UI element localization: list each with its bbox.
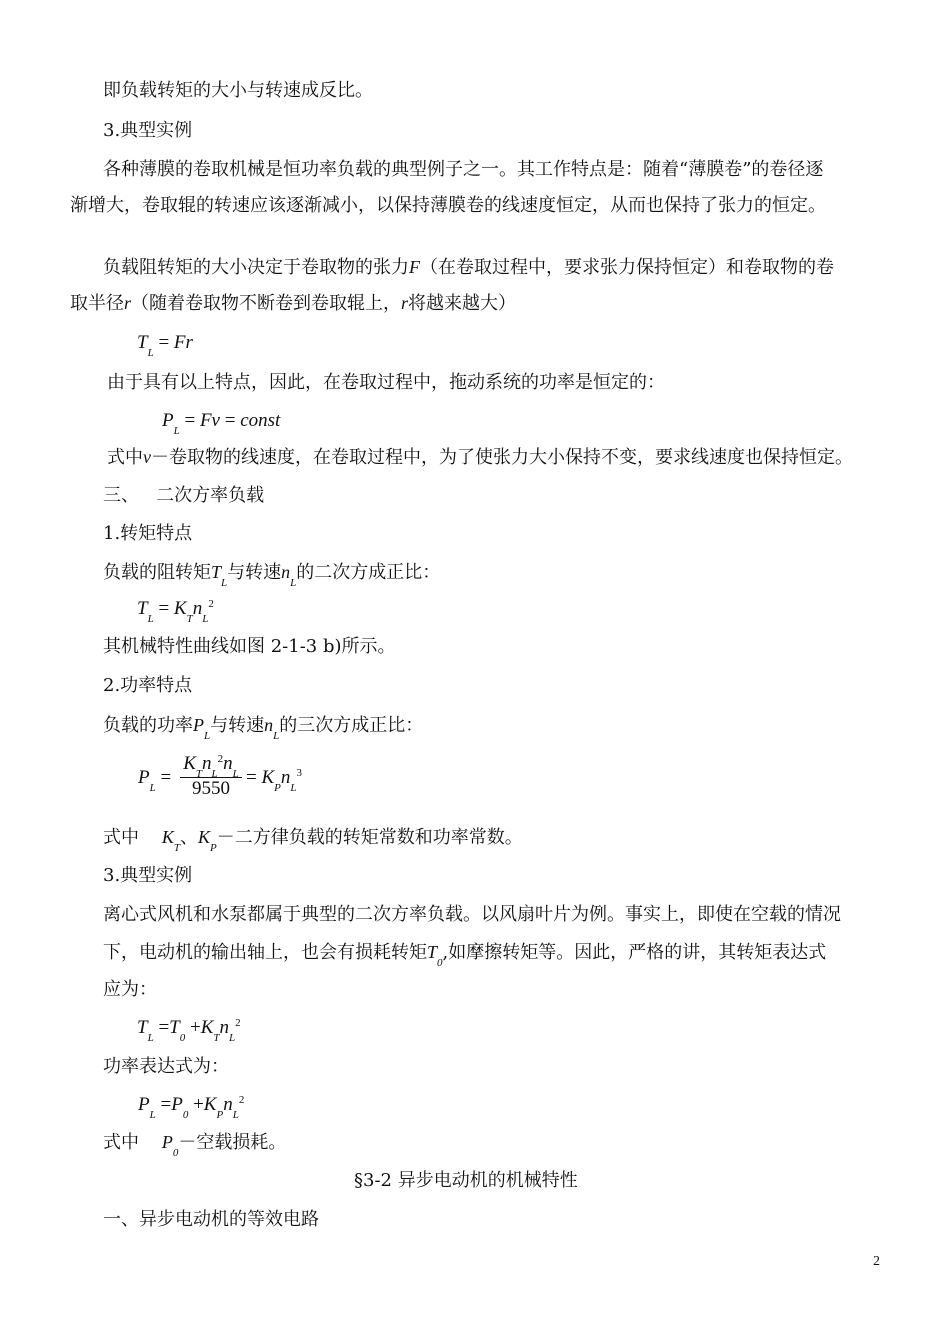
section-heading: 3.典型实例 [103, 120, 193, 141]
equation-power: $P_L = Fv$ = const [162, 410, 281, 437]
equation-power-full: $P_L =P_0 +K_Pn_L^2$ [138, 1094, 245, 1121]
text-line: 式中 $P_0-$空载损耗。 [103, 1132, 287, 1159]
equation-power-rhs: = $K_Pn_L^3$ [246, 767, 303, 794]
section-heading: 2.功率特点 [103, 675, 193, 696]
text-line: 负载的功率$P_L$与转速$n_L$的三次方成正比： [103, 715, 424, 742]
section-heading: 三、 二次方率负载 [103, 485, 265, 506]
symbol-F: F [409, 257, 420, 277]
text-line: 下，电动机的输出轴上，也会有损耗转矩$T_0$,如摩擦转矩等。因此，严格的讲，其转矩表达式 [103, 942, 827, 969]
text-line: 负载的阻转矩$T_L$与转速$n_L$的二次方成正比： [103, 562, 441, 589]
text-line: 取半径r（随着卷取物不断卷到卷取辊上，r将越来越大） [70, 293, 517, 314]
equation-fraction: $K_Tn_L^2n_L$ 9550 [180, 754, 242, 799]
text-line: 功率表达式为： [103, 1056, 229, 1077]
section-title: §3-2 异步电动机的机械特性 [354, 1170, 578, 1191]
equation-power-lhs: $P_L$ = [138, 767, 172, 794]
text-line: 其机械特性曲线如图 2-1-3 b)所示。 [103, 636, 396, 657]
text-line: 即负载转矩的大小与转速成反比。 [103, 80, 373, 101]
text-line: 应为： [103, 979, 157, 1000]
section-heading: 1.转矩特点 [103, 523, 193, 544]
section-heading: 一、异步电动机的等效电路 [103, 1209, 319, 1230]
text-line: 渐增大，卷取辊的转速应该逐渐减小，以保持薄膜卷的线速度恒定，从而也保持了张力的恒定。 [70, 195, 826, 216]
text-line: 负载阻转矩的大小决定于卷取物的张力F（在卷取过程中，要求张力保持恒定）和卷取物的卷 [103, 257, 834, 278]
section-heading: 3.典型实例 [103, 865, 193, 886]
equation-torque-square: $T_L = K_Tn_L^2$ [137, 598, 214, 625]
text-line: 由于具有以上特点，因此，在卷取过程中，拖动系统的功率是恒定的： [107, 372, 665, 393]
page-number: 2 [873, 1254, 880, 1269]
text-line: 离心式风机和水泵都属于典型的二次方率负载。以风扇叶片为例。事实上，即使在空载的情况 [103, 904, 841, 925]
equation-torque-full: $T_L =T_0 +K_Tn_L^2$ [137, 1017, 241, 1044]
equation-torque: $T_L = Fr$ [137, 332, 193, 359]
text-line: 各种薄膜的卷取机械是恒功率负载的典型例子之一。其工作特点是：随着“薄膜卷”的卷径逐 [103, 159, 824, 180]
text-line: 式中v－卷取物的线速度，在卷取过程中，为了使张力大小保持不变，要求线速度也保持恒定。 [107, 447, 853, 468]
text-line: 式中 $K_T$、$K_P-$二方律负载的转矩常数和功率常数。 [103, 827, 523, 854]
